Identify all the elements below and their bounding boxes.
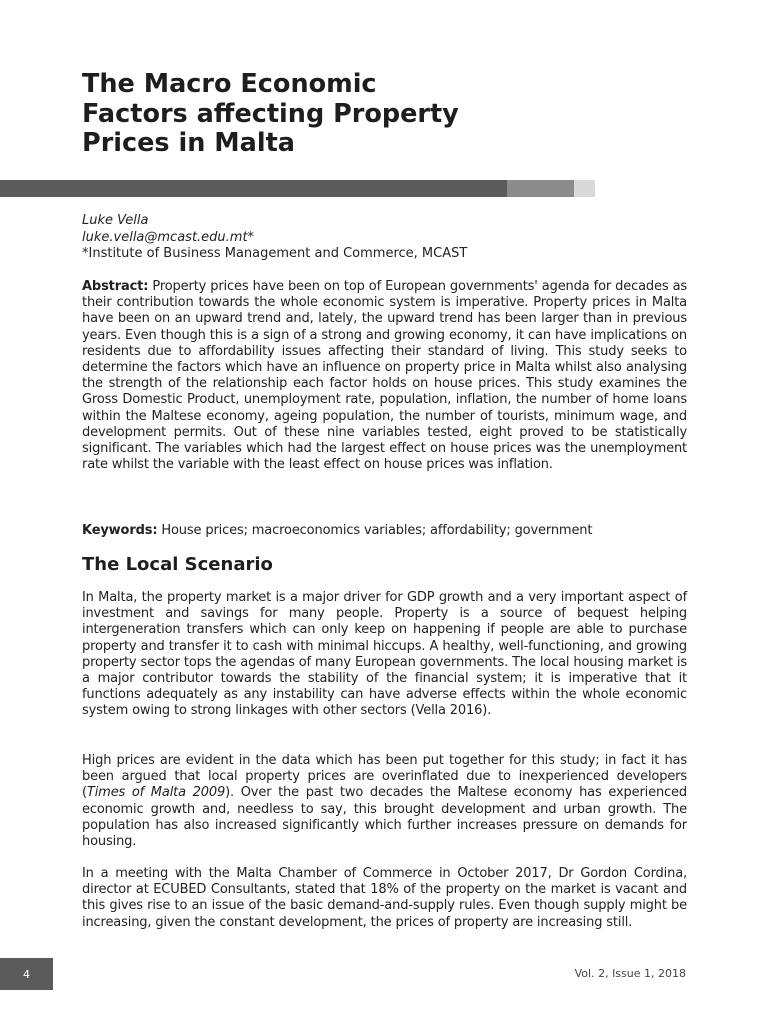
title-rule-light: [574, 180, 595, 197]
title-rule-mid: [507, 180, 574, 197]
section-heading: The Local Scenario: [82, 554, 273, 575]
body-paragraph-1: In Malta, the property market is a major driver for GDP growth and a very important aspect of investment and savings for many people. Property is a source of bequest helping intergeneration transfers which can only keep on happening if people are able to purchase property and transfer it to cash with minimal hiccups. A healthy, well-functioning, and growing property sector tops the agendas of many European governments. The local housing market is a major contributor towards the stability of the financial system; it is imperative that it functions adequately as any instability can have adverse effects within the whole economic system owing to strong linkages with other sectors (Vella 2016).: [82, 590, 687, 719]
abstract-label: Abstract:: [82, 279, 149, 294]
abstract-paragraph: [82, 279, 687, 473]
page-number: 4: [23, 967, 30, 981]
issue-info: Vol. 2, Issue 1, 2018: [574, 967, 686, 980]
author-block: [82, 213, 688, 263]
paragraph2-after: ). Over the past two decades the Maltese economy has experienced economic growth and, needless to say, this brought development and urban growth. The population has also increased significantly which further increases pressure on demands for housing.: [82, 785, 687, 850]
author-email: luke.vella@mcast.edu.mt*: [82, 229, 255, 245]
title-line: The Macro Economic: [82, 69, 377, 99]
keywords-text: House prices; macroeconomics variables; affordability; government: [161, 523, 593, 538]
author-affiliation: *Institute of Business Management and Commerce, MCAST: [82, 246, 468, 261]
page-number-tab: [0, 958, 53, 990]
title-line: Factors affecting Property: [82, 98, 459, 129]
author-name: Luke Vella: [82, 213, 149, 228]
citation-italic: Times of Malta 2009: [86, 785, 226, 801]
body-paragraph-2: [82, 753, 687, 850]
body-paragraph-3: In a meeting with the Malta Chamber of Commerce in October 2017, Dr Gordon Cordina, director at ECUBED Consultants, stated that 18% of the property on the market is vacant and this gives rise to an issue of the basic demand-and-supply rules. Even though supply might be increasing, given the constant development, the prices of property are increasing still.: [82, 866, 687, 930]
paragraph2-before: High prices are evident in the data which has been put together for this study; in fact it has been argued that local property prices are overinflated due to inexperienced developers (: [82, 753, 687, 801]
keywords-label: Keywords:: [82, 523, 158, 538]
keywords-paragraph: [82, 523, 687, 539]
title-line: Prices in Malta: [82, 128, 295, 158]
title-rule-dark: [0, 180, 507, 197]
abstract-text: Property prices have been on top of European governments' agenda for decades as their contribution towards the whole economic system is imperative. Property prices in Malta have been on an upward trend and, lately, the upward trend has been larger than in previous years. Even though this is a sign of a strong and growing economy, it can have implications on residents due to affordability issues affecting their standard of living. This study seeks to determine the factors which have an influence on property price in Malta whilst also analysing the strength of the relationship each factor holds on house prices. This study examines the Gross Domestic Product, unemployment rate, population, inflation, the number of home loans within the Maltese economy, ageing population, the number of tourists, minimum wage, and development permits. Out of these nine variables tested, eight proved to be statistically significant. The variables which had the largest effect on house prices was the unemployment rate whilst the variable with the least effect on house prices was inflation.: [82, 279, 688, 473]
article-title: [82, 70, 602, 159]
